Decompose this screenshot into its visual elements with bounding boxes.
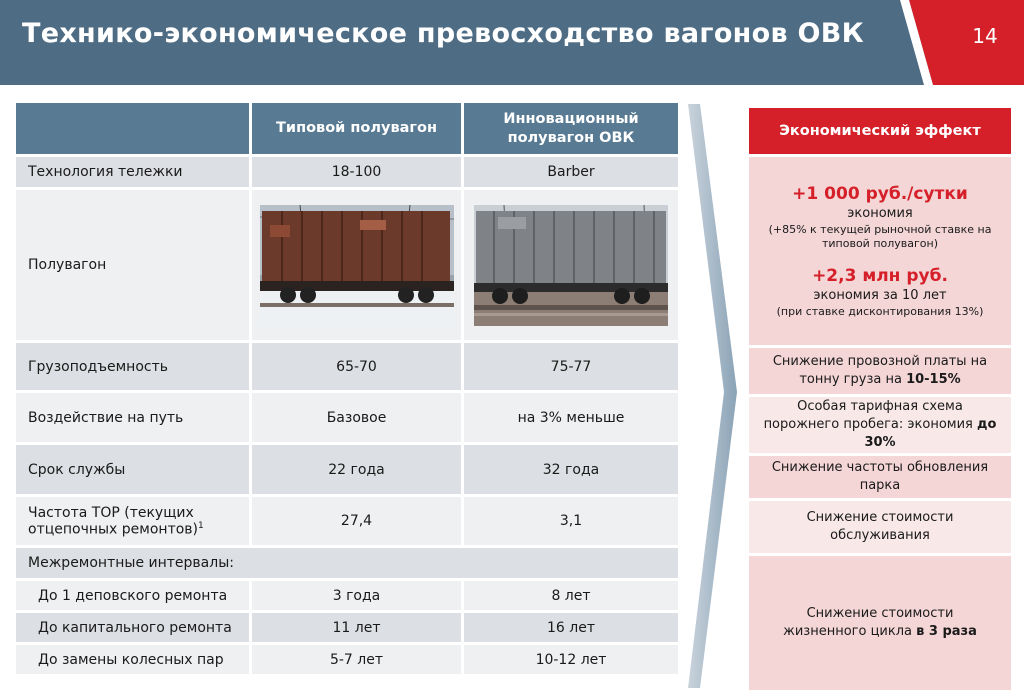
table-row-photos [16,190,681,343]
innovative-value: 75-77 [464,343,681,393]
innovative-value: 8 лет [464,581,681,613]
effect-item: Снижение стоимости обслуживания [749,501,1011,556]
innovative-value: 10-12 лет [464,645,681,677]
effect-item: Снижение стоимости жизненного цикла в 3 раза [749,556,1011,693]
row-label-line1: Частота ТОР (текущих [28,504,194,521]
decade-savings-note: (при ставке дисконтирования 13%) [776,305,984,318]
effect-item: Снижение частоты обновления парка [749,456,1011,501]
row-label: Полувагон [16,190,252,343]
table-row [16,645,681,677]
standard-value: 11 лет [252,613,464,645]
row-label: Грузоподъемность [16,343,252,393]
row-label: До замены колесных пар [16,645,252,677]
table-section-row [16,548,681,581]
row-label: Технология тележки [16,157,252,190]
table-row [16,613,681,645]
page-number: 14 [972,24,998,48]
innovative-wagon-photo [474,205,668,326]
economic-effect-panel [749,108,1011,693]
row-label-line2: отцепочных ремонтов) [28,521,199,538]
decade-savings-amount: +2,3 млн руб. [812,266,948,286]
table-row [16,157,681,190]
row-label: До капитального ремонта [16,613,252,645]
header-empty-cell [16,103,252,157]
innovative-value: 3,1 [464,497,681,548]
slide-title: Технико-экономическое превосходство вагонов ОВК [22,18,865,49]
effect-item: Снижение провозной платы на тонну груза на 10-15% [749,348,1011,397]
header-standard-wagon: Типовой полувагон [252,103,464,157]
daily-savings-note: (+85% к текущей рыночной ставке на типовой полувагон) [768,223,992,250]
table-row [16,497,681,548]
innovative-value: 32 года [464,445,681,497]
daily-savings-caption: экономия [847,206,913,221]
decade-savings-caption: экономия за 10 лет [813,288,947,303]
innovative-value: 16 лет [464,613,681,645]
row-label: Срок службы [16,445,252,497]
footnote-marker: 1 [198,520,204,531]
table-row [16,445,681,497]
daily-savings-amount: +1 000 руб./сутки [792,184,968,204]
header-red-accent [0,0,1024,85]
row-label: До 1 деповского ремонта [16,581,252,613]
standard-value: 65-70 [252,343,464,393]
effect-title: Экономический эффект [749,108,1011,154]
row-label: Воздействие на путь [16,393,252,445]
innovative-wagon-photo-cell [464,190,681,343]
table-row [16,393,681,445]
header-innovative-wagon: Инновационный полувагон ОВК [464,103,681,157]
standard-wagon-photo [260,205,454,326]
row-label [16,497,252,548]
standard-value: 18-100 [252,157,464,190]
comparison-table [16,103,681,677]
table-row [16,581,681,613]
standard-value: 27,4 [252,497,464,548]
table-header-row [16,103,681,157]
standard-wagon-photo-cell [252,190,464,343]
savings-box [749,154,1011,348]
standard-value: 22 года [252,445,464,497]
innovative-value: на 3% меньше [464,393,681,445]
innovative-value: Barber [464,157,681,190]
standard-value: 3 года [252,581,464,613]
effect-item: Особая тарифная схема порожнего пробега: экономия до 30% [749,397,1011,456]
table-row [16,343,681,393]
standard-value: 5-7 лет [252,645,464,677]
standard-value: Базовое [252,393,464,445]
section-label: Межремонтные интервалы: [16,548,681,581]
